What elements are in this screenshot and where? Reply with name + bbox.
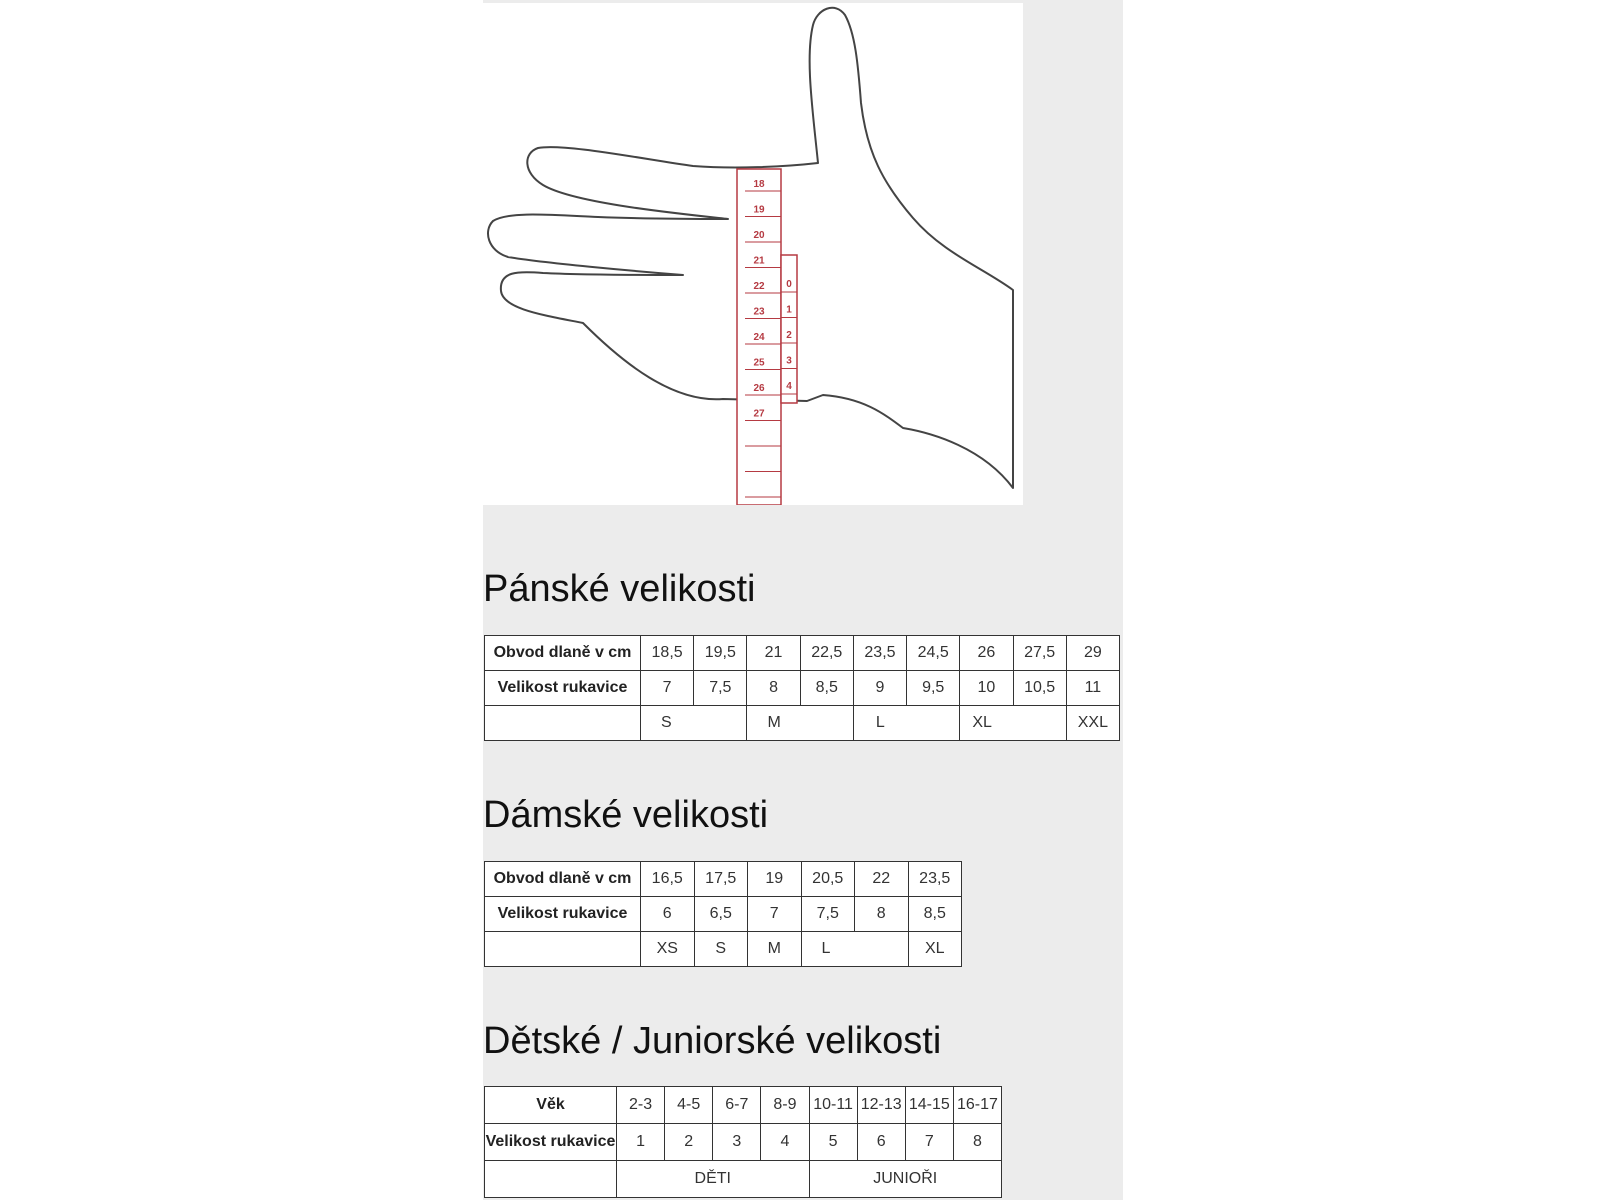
ruler-cm-label: 19 xyxy=(753,204,765,216)
table-cell: 19 xyxy=(748,862,802,897)
group-cell: JUNIOŘI xyxy=(809,1161,1002,1198)
womens-glove-size-row xyxy=(485,897,962,932)
size-letter-cell: M xyxy=(747,706,853,741)
table-cell: 6-7 xyxy=(713,1087,761,1124)
table-cell: 11 xyxy=(1066,671,1119,706)
table-cell: 10-11 xyxy=(809,1087,857,1124)
ruler-cm-label: 24 xyxy=(753,332,765,343)
row-label: Obvod dlaně v cm xyxy=(485,636,641,671)
kids-group-row xyxy=(485,1161,1002,1198)
table-cell: 20,5 xyxy=(801,862,855,897)
hand-measurement-illustration xyxy=(483,3,1023,505)
table-cell: 12-13 xyxy=(857,1087,905,1124)
table-cell: 7 xyxy=(748,897,802,932)
table-cell: 17,5 xyxy=(694,862,748,897)
table-cell: 7,5 xyxy=(801,897,855,932)
ruler-cm-label: 27 xyxy=(753,408,765,420)
size-letter-cell: XL xyxy=(908,932,962,967)
ruler-size-label: 1 xyxy=(786,304,792,316)
table-cell: 23,5 xyxy=(853,636,906,671)
table-cell: 22 xyxy=(855,862,909,897)
womens-size-table xyxy=(484,861,962,967)
ruler-cm-label: 20 xyxy=(753,230,765,241)
ruler-size-label: 0 xyxy=(786,279,792,290)
group-cell: DĚTI xyxy=(617,1161,810,1198)
table-cell: 23,5 xyxy=(908,862,962,897)
ruler-size-label: 2 xyxy=(786,330,792,341)
row-label: Obvod dlaně v cm xyxy=(485,862,641,897)
mens-letter-row xyxy=(485,706,1120,741)
size-letter-cell: M xyxy=(748,932,802,967)
kids-size-table xyxy=(484,1086,1002,1198)
table-cell: 4 xyxy=(761,1124,809,1161)
table-cell: 4-5 xyxy=(665,1087,713,1124)
mens-circumference-row xyxy=(485,636,1120,671)
table-cell: 10,5 xyxy=(1013,671,1066,706)
table-cell: 3 xyxy=(713,1124,761,1161)
ruler-size-label: 4 xyxy=(786,381,792,392)
table-cell: 26 xyxy=(960,636,1013,671)
mens-size-table xyxy=(484,635,1120,741)
table-cell: 7 xyxy=(905,1124,953,1161)
ruler-cm-label: 22 xyxy=(753,281,765,292)
size-letter-cell: S xyxy=(641,706,747,741)
ruler-cm-label: 21 xyxy=(753,255,765,267)
table-cell: 7,5 xyxy=(694,671,747,706)
mens-glove-size-row xyxy=(485,671,1120,706)
table-cell: 6,5 xyxy=(694,897,748,932)
ruler-cm-label: 23 xyxy=(753,306,765,318)
table-cell: 8 xyxy=(855,897,909,932)
ruler-cm-label: 18 xyxy=(753,179,765,190)
empty-cell xyxy=(485,1161,617,1198)
womens-title: Dámské velikosti xyxy=(483,794,769,836)
table-cell: 8 xyxy=(953,1124,1001,1161)
table-cell: 18,5 xyxy=(641,636,694,671)
empty-cell xyxy=(485,706,641,741)
table-cell: 2 xyxy=(665,1124,713,1161)
row-label: Velikost rukavice xyxy=(485,897,641,932)
kids-title: Dětské / Juniorské velikosti xyxy=(483,1020,942,1062)
table-cell: 24,5 xyxy=(907,636,960,671)
table-cell: 8-9 xyxy=(761,1087,809,1124)
table-cell: 2-3 xyxy=(617,1087,665,1124)
table-cell: 22,5 xyxy=(800,636,853,671)
ruler-cm-label: 26 xyxy=(753,383,765,394)
kids-glove-size-row xyxy=(485,1124,1002,1161)
womens-letter-row xyxy=(485,932,962,967)
table-cell: 6 xyxy=(641,897,695,932)
size-letter-cell: XXL xyxy=(1066,706,1119,741)
row-label: Velikost rukavice xyxy=(485,1124,617,1161)
ruler-main xyxy=(737,169,781,505)
table-cell: 27,5 xyxy=(1013,636,1066,671)
table-cell: 16-17 xyxy=(953,1087,1001,1124)
ruler-cm-label: 25 xyxy=(753,357,765,369)
mens-title: Pánské velikosti xyxy=(483,568,756,610)
table-cell: 7 xyxy=(641,671,694,706)
size-letter-cell: XL xyxy=(960,706,1066,741)
ruler-secondary xyxy=(781,255,797,403)
table-cell: 1 xyxy=(617,1124,665,1161)
size-letter-cell: L xyxy=(853,706,959,741)
size-letter-cell: L xyxy=(801,932,908,967)
table-cell: 29 xyxy=(1066,636,1119,671)
size-letter-cell: S xyxy=(694,932,748,967)
table-cell: 6 xyxy=(857,1124,905,1161)
table-cell: 9,5 xyxy=(907,671,960,706)
table-cell: 9 xyxy=(853,671,906,706)
empty-cell xyxy=(485,932,641,967)
kids-age-row xyxy=(485,1087,1002,1124)
table-cell: 14-15 xyxy=(905,1087,953,1124)
table-cell: 8,5 xyxy=(908,897,962,932)
table-cell: 10 xyxy=(960,671,1013,706)
table-cell: 19,5 xyxy=(694,636,747,671)
womens-circumference-row xyxy=(485,862,962,897)
table-cell: 5 xyxy=(809,1124,857,1161)
table-cell: 8 xyxy=(747,671,800,706)
row-label: Věk xyxy=(485,1087,617,1124)
row-label: Velikost rukavice xyxy=(485,671,641,706)
ruler-size-label: 3 xyxy=(786,355,792,367)
table-cell: 21 xyxy=(747,636,800,671)
table-cell: 8,5 xyxy=(800,671,853,706)
table-cell: 16,5 xyxy=(641,862,695,897)
size-letter-cell: XS xyxy=(641,932,695,967)
hand-diagram xyxy=(483,3,1023,505)
